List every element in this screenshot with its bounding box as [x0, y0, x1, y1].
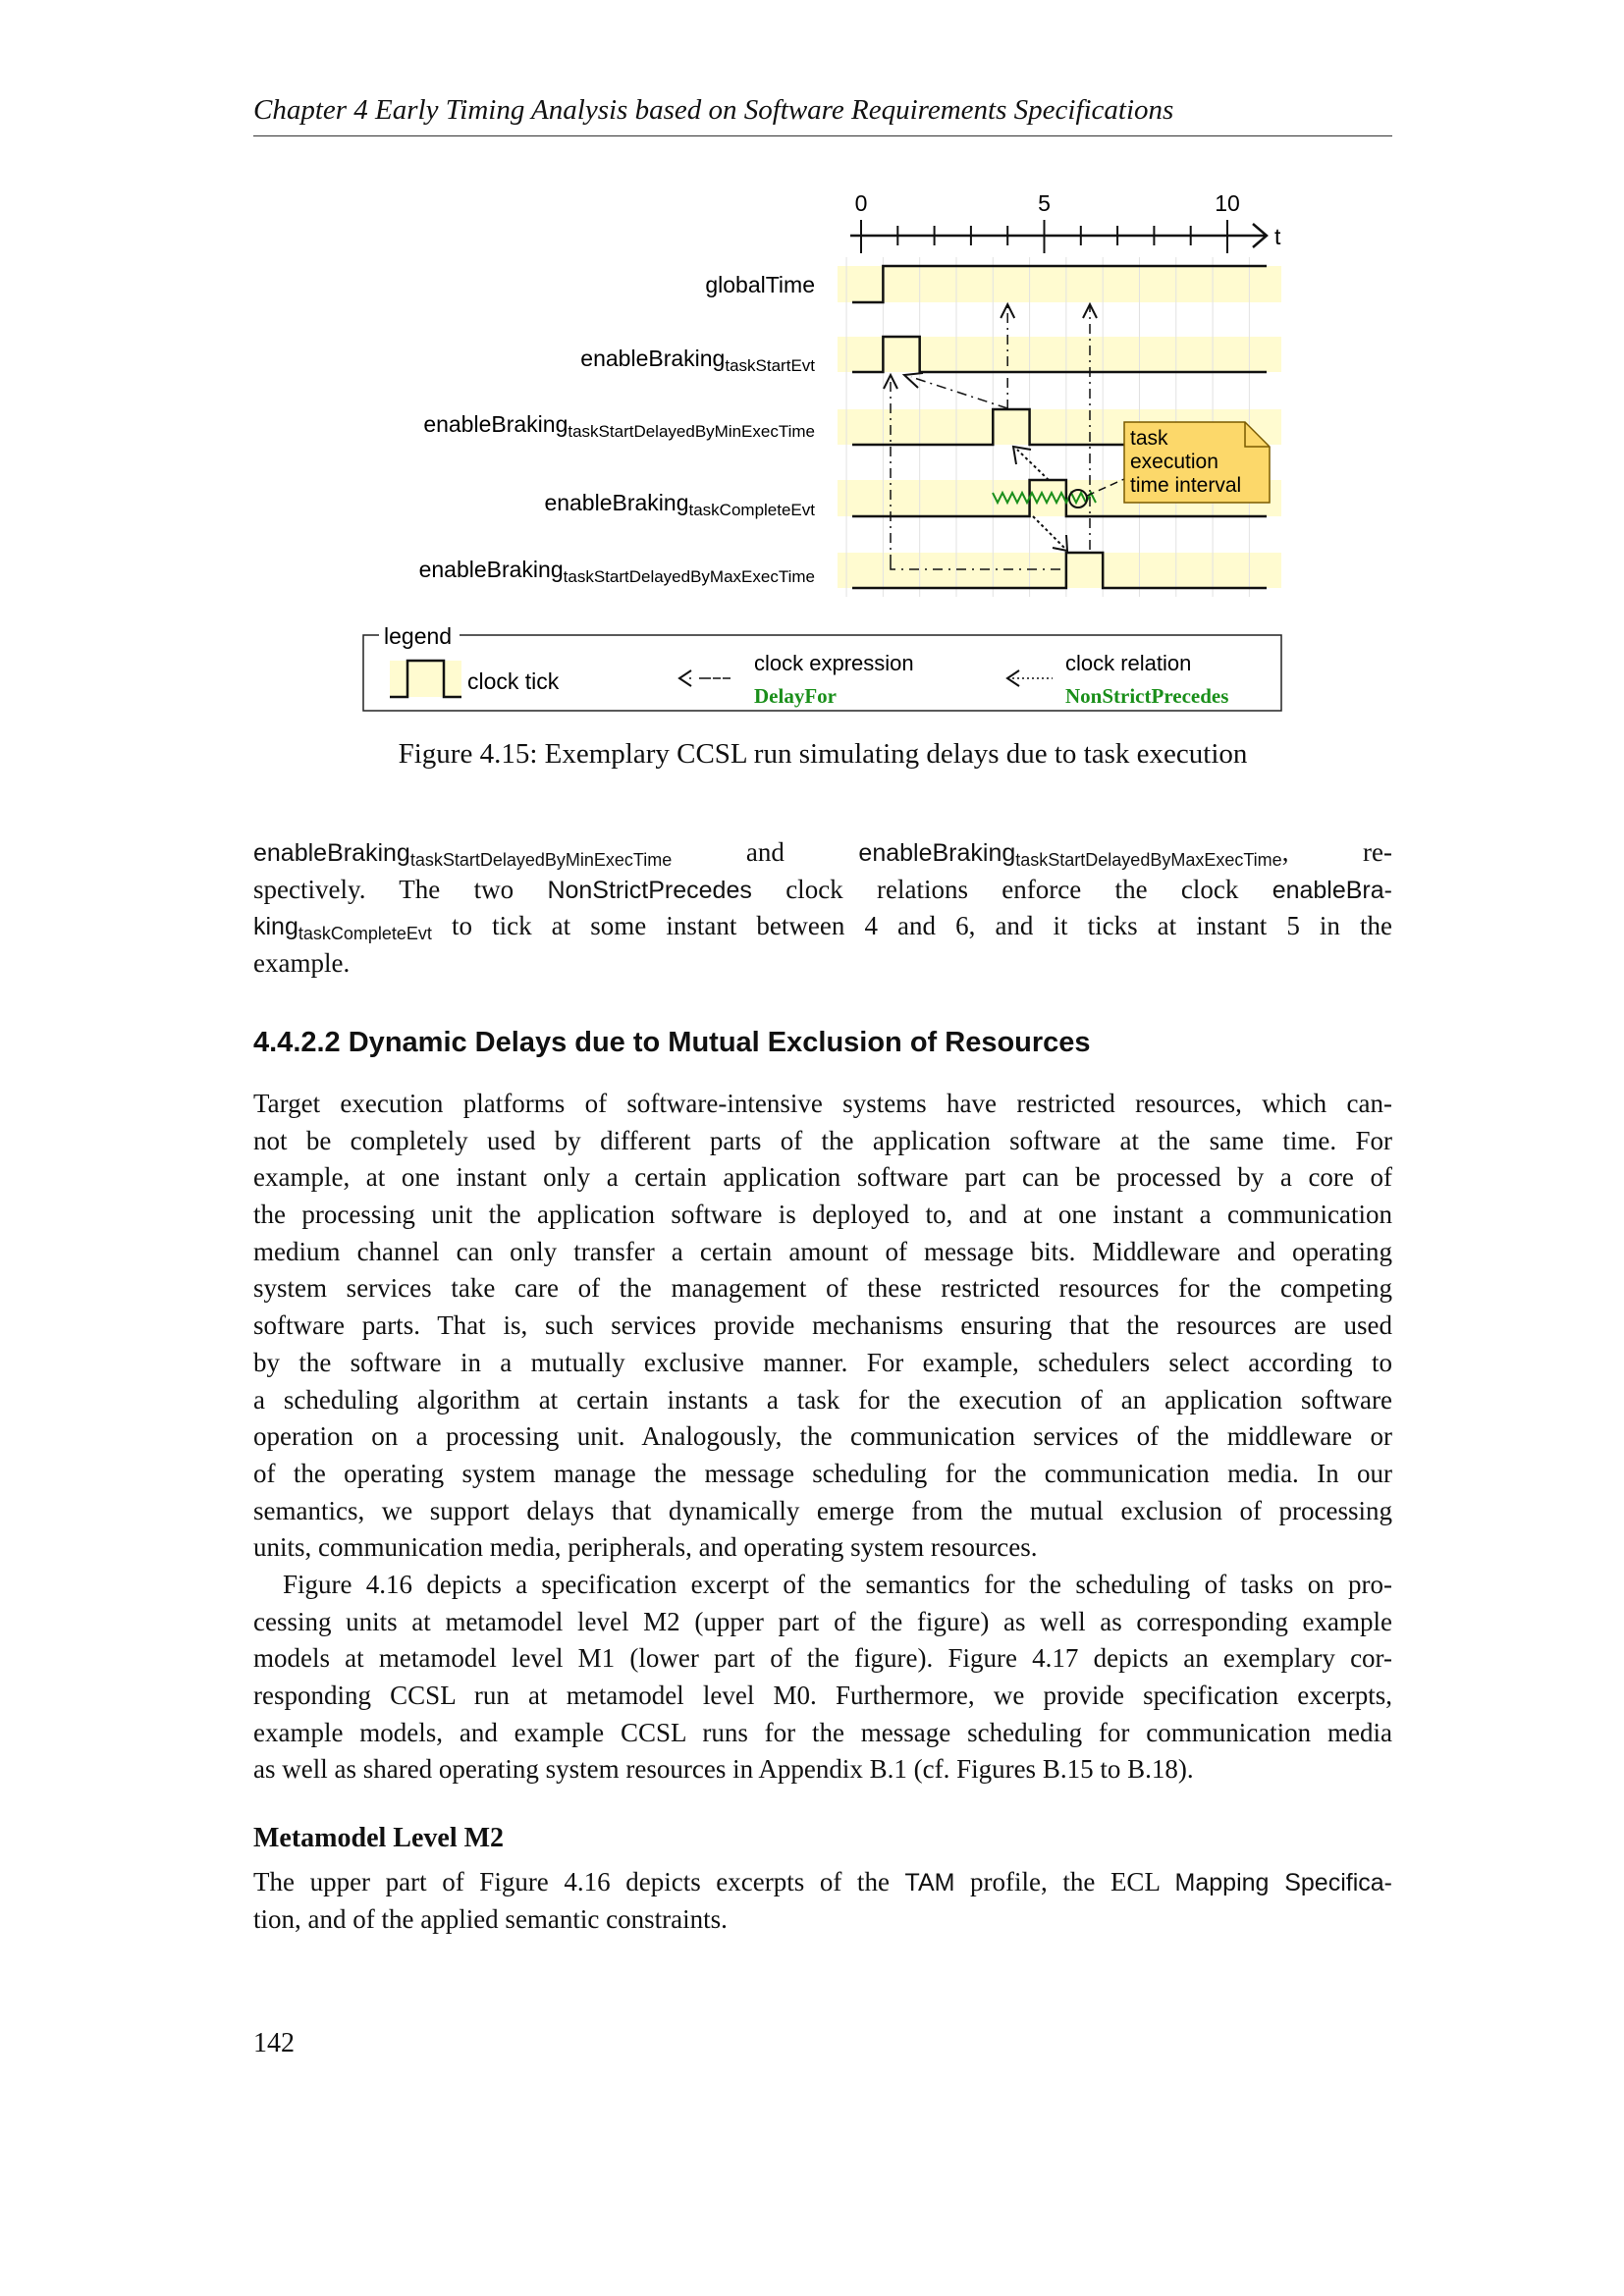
- text-line: [253, 834, 1392, 872]
- axis-label: t: [1274, 224, 1281, 249]
- paragraph-continuation: [253, 834, 1392, 983]
- subscript: taskStartDelayedByMinExecTime: [409, 850, 673, 870]
- note-text: task: [1130, 427, 1168, 450]
- section-heading: 4.4.2.2 Dynamic Delays due to Mutual Exclusion of Resources: [253, 1027, 1091, 1058]
- text: spectively. The two: [253, 874, 548, 904]
- text: the processing unit the application software is deployed to, and at one instant a communication: [253, 1200, 1392, 1230]
- row-band: [838, 337, 1281, 372]
- text-line: [253, 1529, 1392, 1567]
- text: and: [672, 837, 859, 867]
- text-line: [253, 1308, 1392, 1345]
- text: The upper part of Figure 4.16 depicts excerpts of the: [253, 1867, 905, 1896]
- legend-band: [390, 661, 461, 697]
- text-line: [253, 1604, 1392, 1641]
- text: example, at one instant only a certain application software part can be processed by a core of: [253, 1162, 1392, 1193]
- page-number: 142: [253, 2028, 295, 2058]
- code-term: enableBra-: [1272, 876, 1392, 904]
- legend-clock-relation: clock relation: [1065, 651, 1192, 675]
- text: responding CCSL run at metamodel level M0. Furthermore, we provide specification excerpts,: [253, 1681, 1392, 1710]
- text-line: [253, 1567, 1392, 1604]
- timing-diagram-figure: [0, 0, 1624, 726]
- clock-label: globalTime: [705, 272, 815, 297]
- text-line: [253, 1197, 1392, 1234]
- text: a scheduling algorithm at certain instants a task for the execution of an application software: [253, 1384, 1392, 1415]
- row-band: [838, 266, 1281, 302]
- text: operation on a processing unit. Analogously, the communication services of the middleware or: [253, 1421, 1392, 1452]
- text: semantics, we support delays that dynamically emerge from the mutual exclusion of processing: [253, 1495, 1392, 1525]
- text: software parts. That is, such services provide mechanisms ensuring that the resources are used: [253, 1310, 1392, 1341]
- text-line: [253, 1382, 1392, 1419]
- subscript: taskStartDelayedByMaxExecTime: [1015, 850, 1282, 870]
- text: , re-: [1281, 837, 1392, 867]
- paragraph-m2: [253, 1864, 1392, 1938]
- clock-label: enableBraking$_{taskStartDelayedByMinExecTime}$: [423, 411, 815, 441]
- text: to tick at some instant between 4 and 6, and it ticks at instant 5 in the: [431, 911, 1392, 941]
- text-line: [253, 1234, 1392, 1271]
- paragraph-mutual-exclusion: [253, 1086, 1392, 1789]
- code-term: enableBraking: [858, 839, 1016, 867]
- text-line: [253, 908, 1392, 945]
- text: clock relations enforce the clock: [751, 874, 1272, 904]
- text-line: [253, 1418, 1392, 1456]
- text-line: [253, 1640, 1392, 1678]
- text: by the software in a mutually exclusive manner. For example, schedulers select according to: [253, 1347, 1392, 1377]
- text-line: [253, 945, 1392, 983]
- text-line: [253, 1159, 1392, 1197]
- text: of the operating system manage the message scheduling for the communication media. In our: [253, 1458, 1392, 1488]
- legend-title: legend: [384, 623, 453, 649]
- clock-label: enableBraking$_{taskCompleteEvt}$: [544, 490, 815, 519]
- text-line: [253, 1123, 1392, 1160]
- text: models at metamodel level M1 (lower part of the figure). Figure 4.17 depicts an exemplary cor-: [253, 1643, 1392, 1674]
- code-term: enableBraking: [253, 839, 410, 867]
- text-line: [253, 1901, 1392, 1939]
- text: system services take care of the management of these restricted resources for the competing: [253, 1273, 1392, 1304]
- nonstrictprecedes-relation: [1017, 450, 1049, 480]
- text: Figure 4.16 depicts a specification excerpt of the semantics for the scheduling of tasks on pro-: [283, 1569, 1392, 1599]
- running-header: Chapter 4 Early Timing Analysis based on Software Requirements Specifications: [253, 94, 1174, 126]
- code-term: NonStrictPrecedes: [547, 876, 752, 904]
- legend-delayfor: DelayFor: [754, 684, 837, 708]
- text: example models, and example CCSL runs for the message scheduling for communication media: [253, 1717, 1392, 1747]
- figure-caption: Figure 4.15: Exemplary CCSL run simulating delays due to task execution: [398, 738, 1248, 770]
- text-line: [253, 1751, 1392, 1789]
- text-line: [253, 1715, 1392, 1752]
- text: example.: [253, 948, 351, 979]
- text-line: [253, 1345, 1392, 1382]
- text: as well as shared operating system resources in Appendix B.1 (cf. Figures B.15 to B.18).: [253, 1754, 1194, 1785]
- axis-tick-label: 0: [854, 190, 868, 216]
- text: medium channel can only transfer a certain amount of message bits. Middleware and operating: [253, 1236, 1392, 1266]
- legend-clock-tick: clock tick: [467, 668, 560, 694]
- legend-clock-expression: clock expression: [754, 651, 914, 675]
- text: not be completely used by different parts of the application software at the same time. For: [253, 1125, 1392, 1155]
- subsection-title: Metamodel Level M2: [253, 1823, 505, 1853]
- text: cessing units at metamodel level M2 (upper part of the figure) as well as corresponding example: [253, 1606, 1392, 1636]
- text-line: [253, 1086, 1392, 1123]
- legend-nonstrictprecedes: NonStrictPrecedes: [1065, 684, 1229, 708]
- text-line: [253, 1678, 1392, 1715]
- row-band: [838, 553, 1281, 588]
- axis-tick-label: 5: [1038, 190, 1051, 216]
- text-line: [253, 1270, 1392, 1308]
- note-text: execution: [1130, 451, 1218, 473]
- axis-tick-label: 10: [1215, 190, 1240, 216]
- code-term: king: [253, 913, 298, 941]
- text-line: [253, 1456, 1392, 1493]
- subscript: taskCompleteEvt: [298, 924, 432, 944]
- text-line: [253, 872, 1392, 909]
- code-term: Mapping Specifica-: [1174, 1869, 1392, 1896]
- text: tion, and of the applied semantic constraints.: [253, 1903, 728, 1934]
- clock-label: enableBraking$_{taskStartDelayedByMaxExecTime}$: [418, 557, 815, 586]
- text-line: [253, 1493, 1392, 1530]
- clock-label: enableBraking$_{taskStartEvt}$: [580, 346, 815, 375]
- text: Target execution platforms of software-intensive systems have restricted resources, which can-: [253, 1089, 1392, 1118]
- text: units, communication media, peripherals, and operating system resources.: [253, 1532, 1038, 1563]
- nonstrictprecedes-relation: [1033, 516, 1064, 548]
- text-line: [253, 1864, 1392, 1901]
- note-text: time interval: [1130, 474, 1242, 497]
- code-term: TAM: [904, 1869, 955, 1896]
- text: profile, the ECL: [954, 1867, 1175, 1896]
